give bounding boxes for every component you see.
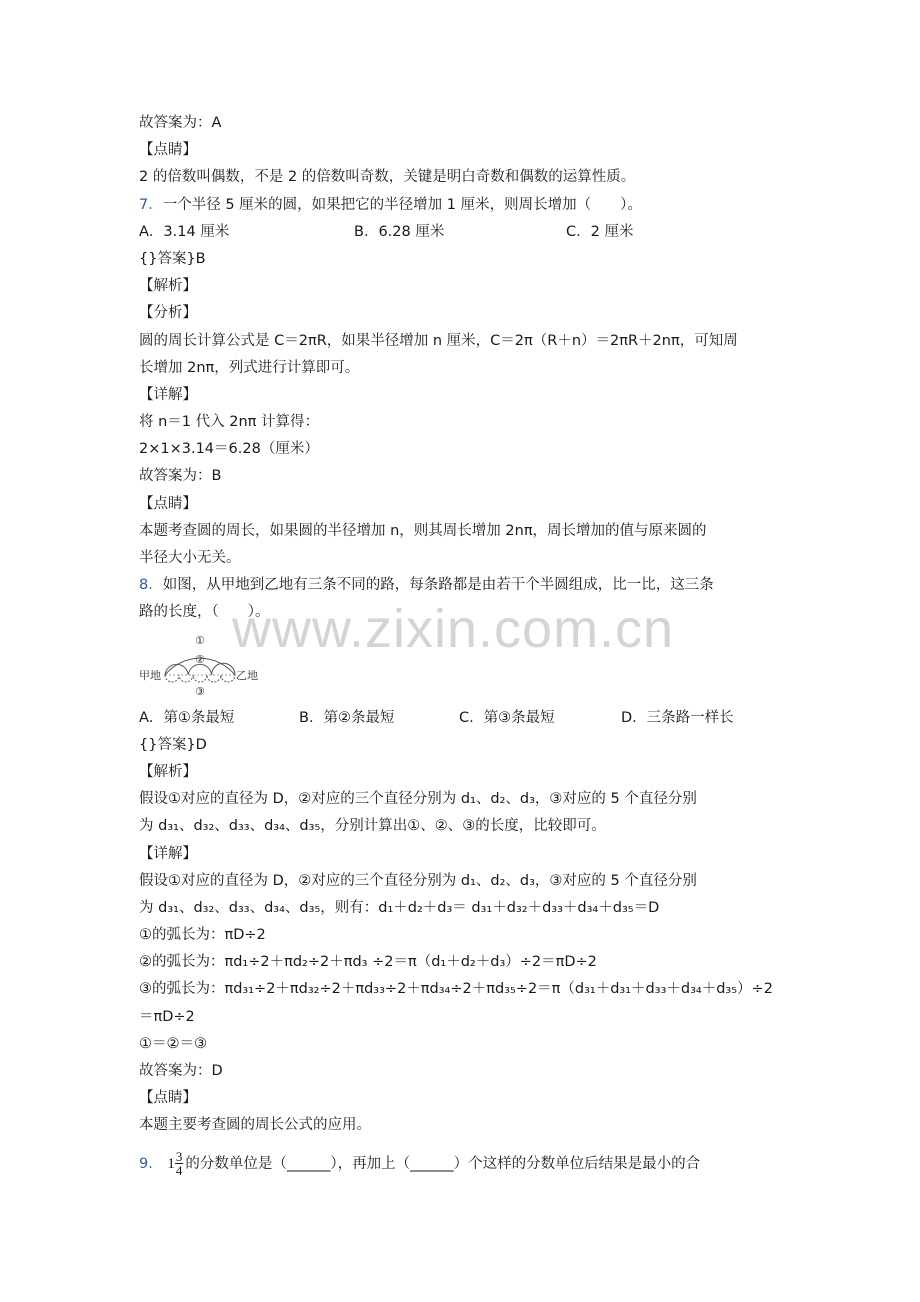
question-9 (139, 1144, 789, 1184)
paragraph: 本题考查圆的周长，如果圆的半径增加 n，则其周长增加 2nπ，周长增加的值与原来圆的 (139, 522, 707, 539)
paragraph: 长增加 2nπ，列式进行计算即可。 (139, 359, 360, 376)
answer-line: 故答案为：A (139, 115, 222, 131)
option-c: C．2 厘米 (566, 223, 634, 240)
option-a: A．第①条最短 (139, 709, 235, 726)
section-heading: 【详解】 (139, 845, 197, 862)
question-number: 9． (139, 1155, 163, 1172)
marker-3: ③ (195, 684, 205, 698)
options-row (139, 219, 789, 246)
formula-line: ①的弧长为：πD÷2 (139, 927, 266, 944)
semicircle-route-figure (139, 627, 789, 705)
paragraph: 为 d₃₁、d₃₂、d₃₃、d₃₄、d₃₅，分别计算出①、②、③的长度，比较即可。 (139, 818, 606, 835)
formula-line: ②的弧长为：πd₁÷2＋πd₂÷2＋πd₃ ÷2＝π（d₁＋d₂＋d₃）÷2＝πD÷2 (139, 954, 597, 971)
option-b: B．第②条最短 (299, 709, 395, 726)
option-b: B．6.28 厘米 (354, 223, 445, 240)
question-number: 8． (139, 577, 163, 594)
route-3-arcs (165, 675, 235, 682)
mixed-number-whole: 1 (167, 1155, 175, 1172)
fraction-denominator: 4 (175, 1163, 183, 1179)
question-8 (139, 572, 789, 599)
paragraph: 假设①对应的直径为 D，②对应的三个直径分别为 d₁、d₂、d₃，③对应的 5 个直径分别 (139, 872, 697, 889)
section-heading: 【详解】 (139, 386, 197, 403)
question-stem: 的分数单位是（______），再加上（______）个这样的分数单位后结果是最小的合 (185, 1155, 701, 1172)
watermark: www.zixin.com.cn (232, 599, 675, 659)
answer-line: 故答案为：D (139, 1063, 223, 1079)
answer-line: 故答案为：B (139, 468, 222, 485)
option-c: C．第③条最短 (459, 709, 555, 726)
formula-line: ＝πD÷2 (139, 1008, 195, 1025)
section-heading: 【点睛】 (139, 142, 197, 159)
paragraph: 为 d₃₁、d₃₂、d₃₃、d₃₄、d₃₅，则有：d₁＋d₂＋d₃＝ d₃₁＋d₃₂＋d₃₃＋d₃₄＋d₃₅＝D (139, 899, 660, 916)
options-row (139, 705, 789, 732)
option-d: D．三条路一样长 (621, 709, 734, 726)
paragraph: 本题主要考查圆的周长公式的应用。 (139, 1117, 371, 1134)
marker-1: ① (195, 633, 205, 647)
label-yi-di: 乙地 (236, 668, 258, 682)
answer-line: {}答案}D (139, 736, 207, 753)
paragraph: 假设①对应的直径为 D，②对应的三个直径分别为 d₁、d₂、d₃，③对应的 5 个直径分别 (139, 791, 697, 808)
question-number: 7． (139, 196, 163, 213)
fraction-numerator: 3 (175, 1149, 183, 1165)
question-stem-continued: 路的长度，（ ）。 (139, 604, 270, 621)
question-stem: 如图，从甲地到乙地有三条不同的路，每条路都是由若干个半圆组成，比一比，这三条 (162, 577, 714, 594)
section-heading: 【分析】 (139, 305, 197, 322)
paragraph: 半径大小无关。 (139, 550, 241, 566)
section-heading: 【点睛】 (139, 495, 197, 512)
formula-line: ①＝②＝③ (139, 1035, 207, 1052)
section-heading: 【点睛】 (139, 1090, 197, 1107)
fraction (175, 1150, 184, 1177)
section-heading: 【解析】 (139, 763, 197, 780)
paragraph: 2 的倍数叫偶数，不是 2 的倍数叫奇数，关键是明白奇数和偶数的运算性质。 (139, 169, 636, 186)
formula-line: ③的弧长为：πd₃₁÷2＋πd₃₂÷2＋πd₃₃÷2＋πd₃₄÷2＋πd₃₅÷2＝π（d₃₁＋d₃₁＋d₃₃＋d₃₄＋d₃₅）÷2 (139, 981, 773, 998)
label-jia-di: 甲地 (139, 668, 161, 682)
answer-line: {}答案}B (139, 250, 206, 267)
semicircle-diagram (139, 631, 269, 705)
question-7 (139, 192, 789, 219)
paragraph: 圆的周长计算公式是 C＝2πR，如果半径增加 n 厘米，C＝2π（R＋n）＝2πR＋2nπ，可知周 (139, 332, 738, 349)
paragraph: 将 n＝1 代入 2nπ 计算得： (139, 414, 319, 431)
option-a: A．3.14 厘米 (139, 223, 230, 240)
paragraph: 2×1×3.14＝6.28（厘米） (139, 441, 319, 458)
marker-2: ② (195, 652, 205, 666)
question-stem: 一个半径 5 厘米的圆，如果把它的半径增加 1 厘米，则周长增加（ ）。 (162, 196, 642, 213)
document-page (139, 110, 789, 1184)
section-heading: 【解析】 (139, 278, 197, 295)
